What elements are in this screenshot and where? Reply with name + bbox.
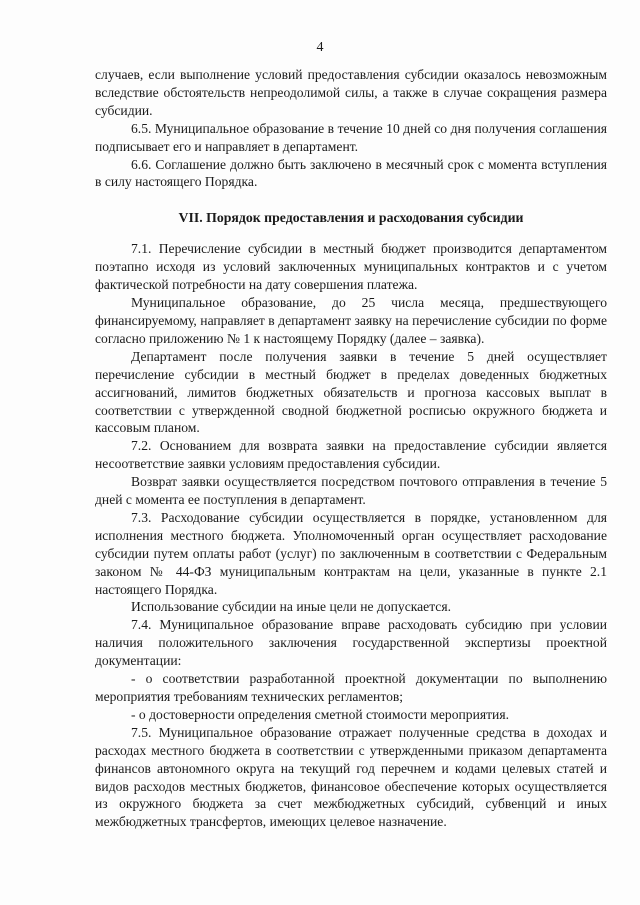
- paragraph-7-1-c: Департамент после получения заявки в течение 5 дней осуществляет перечисление субсидии в местный бюджет в пределах доведенных бюджетных ассигнований, лимитов бюджетных обязательств и прогноза кассовых выплат в соответствии с утвержденной сводной бюджетной росписью окружного бюджета и кассовым планом.: [95, 348, 607, 436]
- paragraph-6-5: 6.5. Муниципальное образование в течение 10 дней со дня получения соглашения подписывает его и направляет в департамент.: [95, 120, 607, 154]
- paragraph-6-6: 6.6. Соглашение должно быть заключено в месячный срок с момента вступления в силу настоящего Порядка.: [95, 156, 607, 190]
- paragraph-7-1-b: Муниципальное образование, до 25 числа месяца, предшествующего финансируемому, направляет в департамент заявку на перечисление субсидии по форме согласно приложению № 1 к настоящему Порядку (далее – заявка).: [95, 295, 607, 346]
- list-item-7-4-b: - о достоверности определения сметной стоимости мероприятия.: [131, 706, 509, 722]
- document-body: [95, 66, 607, 831]
- paragraph-7-2-b: Возврат заявки осуществляется посредством почтового отправления в течение 5 дней с момента ее поступления в департамент.: [95, 474, 607, 508]
- section-heading: VII. Порядок предоставления и расходования субсидии: [178, 210, 524, 226]
- paragraph-7-2: 7.2. Основанием для возврата заявки на предоставление субсидии является несоответствие заявки условиям предоставления субсидии.: [95, 438, 607, 472]
- paragraph-7-1: 7.1. Перечисление субсидии в местный бюджет производится департаментом поэтапно исходя из условий заключенных муниципальных контрактов и с учетом фактической потребности на дату совершения платежа.: [95, 241, 607, 293]
- paragraph-continuation: случаев, если выполнение условий предоставления субсидии оказалось невозможным вследствие обстоятельств непреодолимой силы, а также в случае сокращения размера субсидии.: [95, 67, 607, 118]
- paragraph-7-3-b: Использование субсидии на иные цели не допускается.: [131, 599, 451, 615]
- page-number: 4: [316, 40, 324, 55]
- list-item-7-4-a: - о соответствии разработанной проектной документации по выполнению мероприятия требованиям технических регламентов;: [95, 671, 607, 704]
- paragraph-7-4: 7.4. Муниципальное образование вправе расходовать субсидию при условии наличия положительного заключения государственной экспертизы проектной документации:: [95, 617, 607, 669]
- paragraph-7-3: 7.3. Расходование субсидии осуществляется в порядке, установленном для исполнения местного бюджета. Уполномоченный орган осуществляет расходование субсидии путем оплаты работ (услуг) по заключенным в соответствии с Федеральным законом № 44-ФЗ муниципальным контрактам на цели, указанные в пункте 2.1 настоящего Порядка.: [95, 509, 607, 597]
- paragraph-7-5: 7.5. Муниципальное образование отражает полученные средства в доходах и расходах местного бюджета в соответствии с утвержденными приказом департамента финансов автономного округа на текущий год перечнем и кодами целевых статей и видов расходов местных бюджетов, финансовое обеспечение которых осуществляется из окружного бюджета за счет межбюджетных субсидий, субвенций и иных межбюджетных трансфертов, имеющих целевое назначение.: [95, 724, 607, 830]
